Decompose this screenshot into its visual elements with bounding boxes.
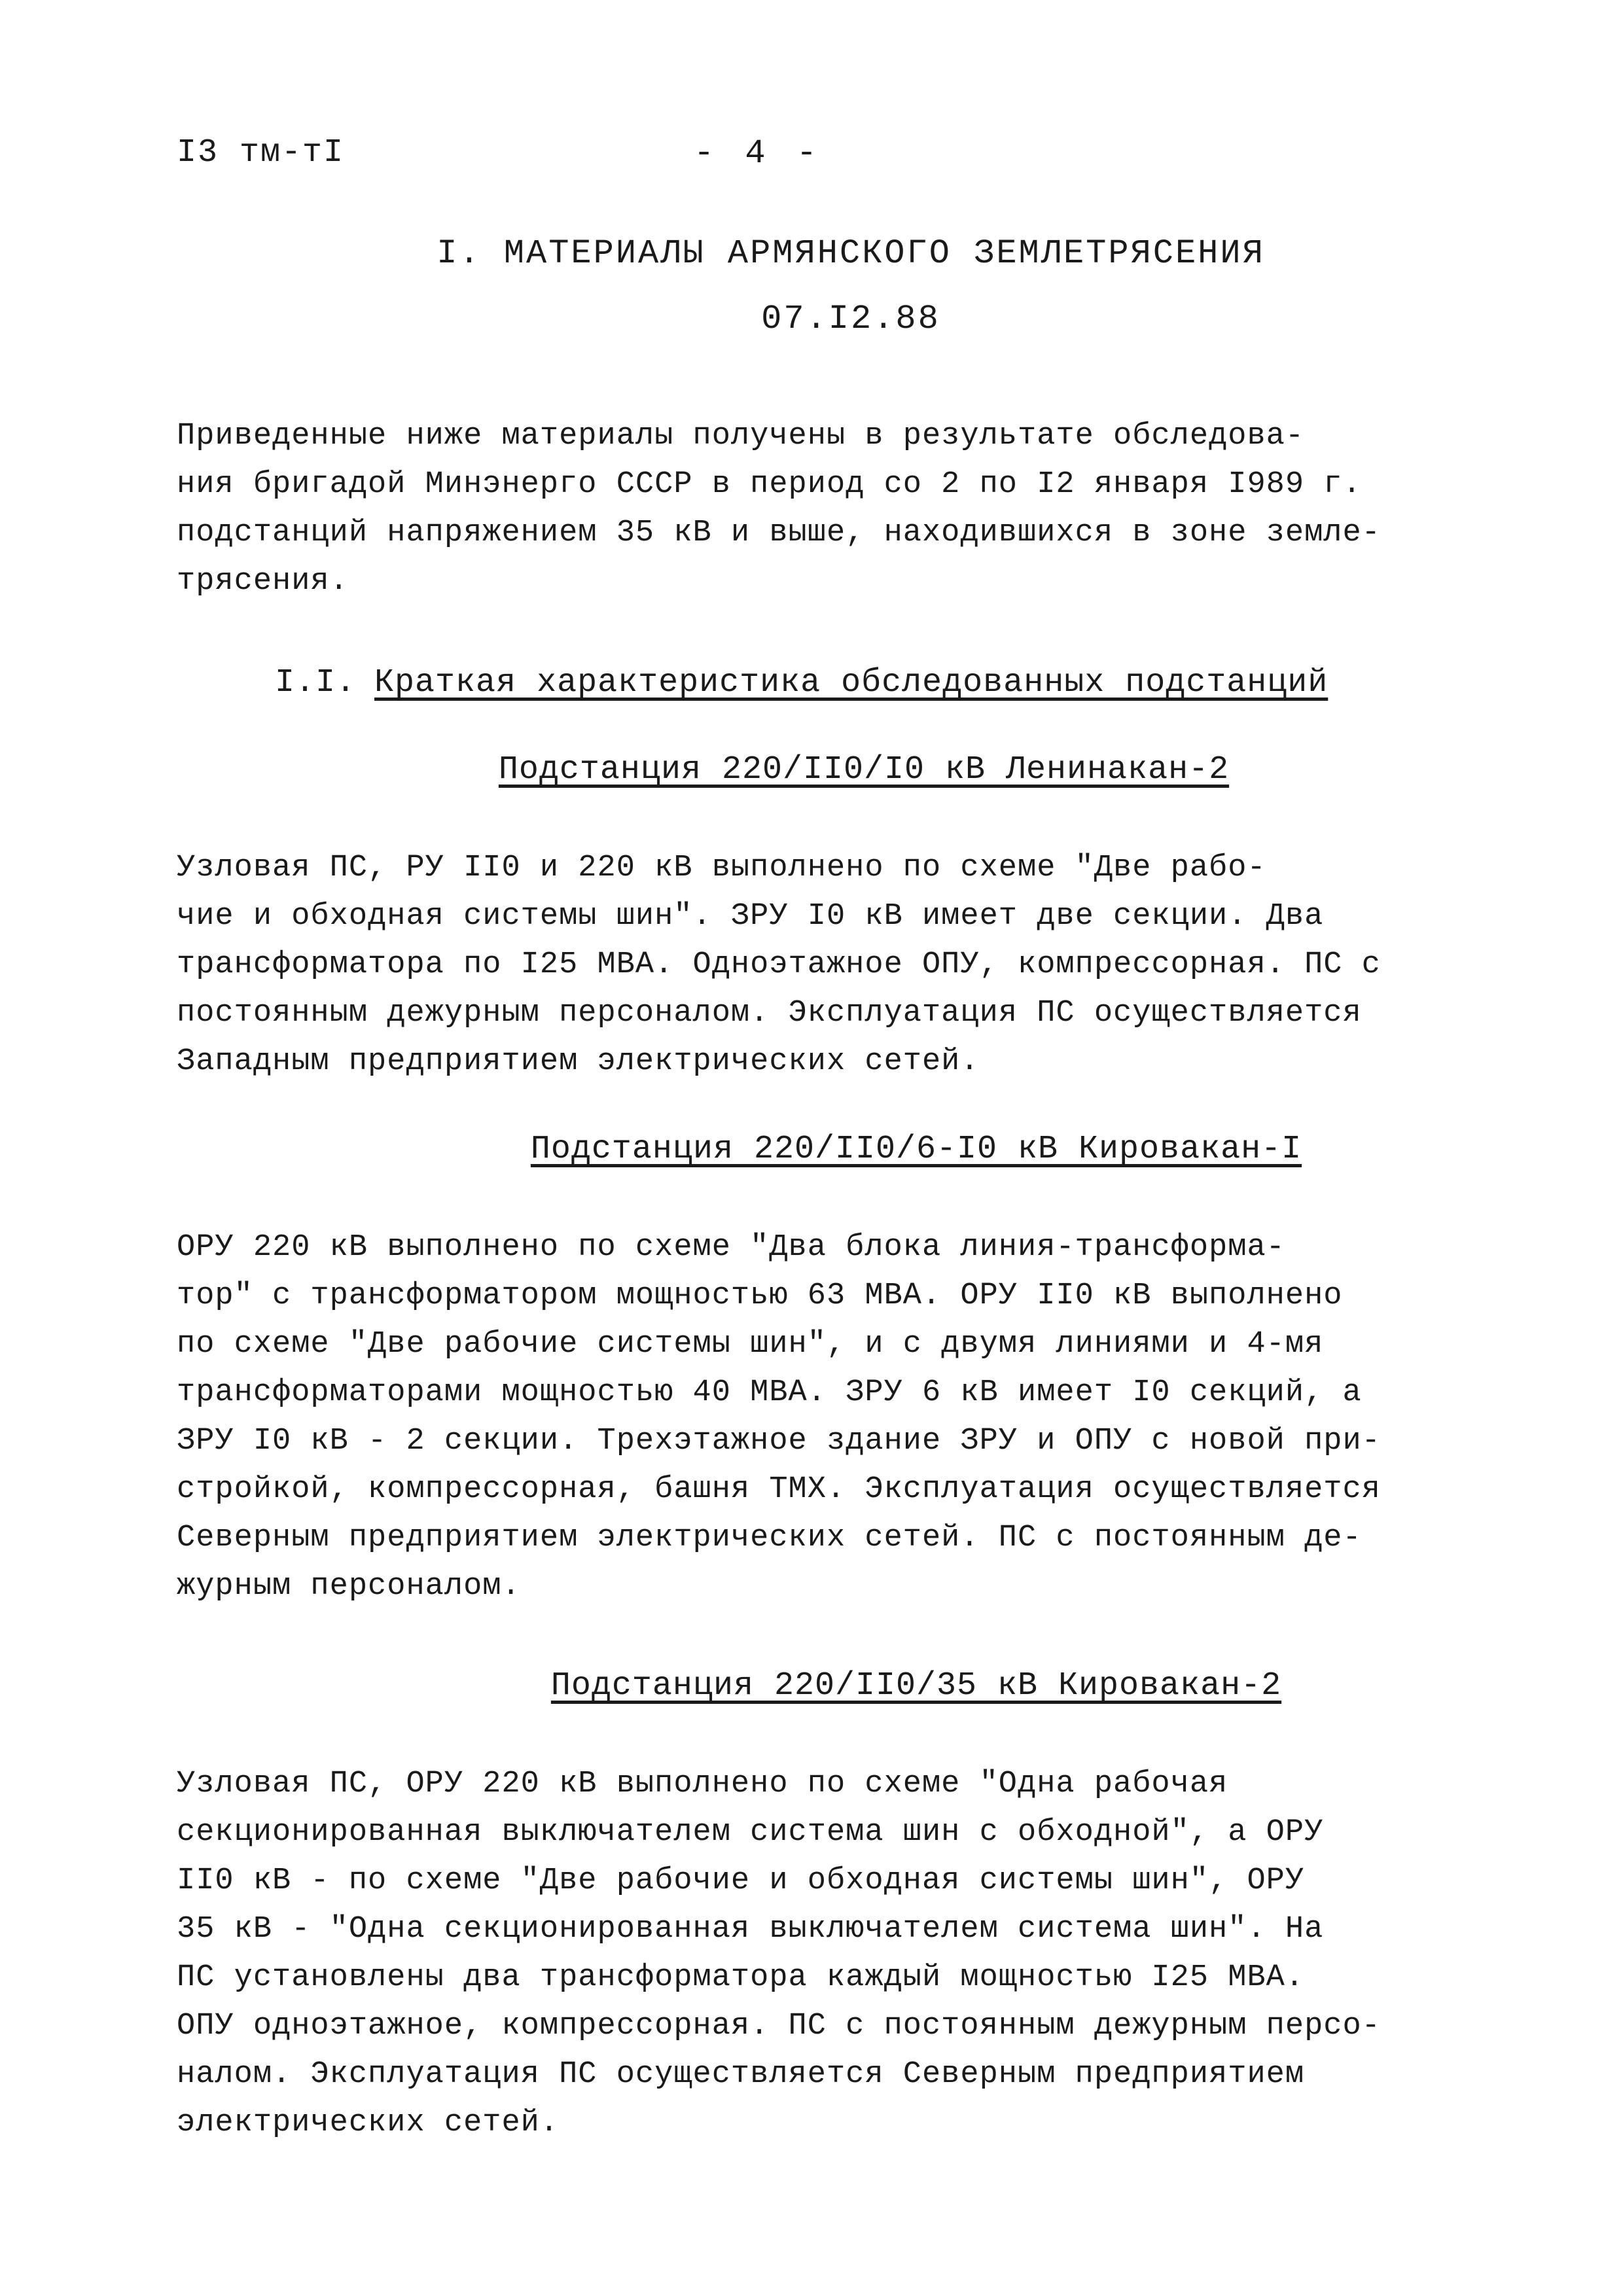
substation-title-leninakan-2: Подстанция 220/II0/I0 кВ Ленинакан-2 — [498, 751, 1230, 788]
substation-description-kirovakan-1: ОРУ 220 кВ выполнено по схеме "Два блока линия-трансформа- тор" с трансформатором мощностью 63 МВА. ОРУ II0 кВ выполнено по схеме "Две рабочие системы шин", и с двумя линиями и 4-мя трансформаторами мощностью 40 МВА. ЗРУ 6 кВ имеет I0 секций, а ЗРУ I0 кВ - 2 секции. Трехэтажное здание ЗРУ и ОПУ с новой при- стройкой, компрессорная, башня ТМХ. Эксплуатация осуществляется Северным предприятием электрических сетей. ПС с постоянным де- журным персоналом. — [177, 1230, 1381, 1604]
document-code: I3 тм-тI — [177, 134, 345, 171]
subsection-number: I.I. — [275, 664, 357, 701]
subsection-heading — [275, 664, 1328, 701]
section-title: I. МАТЕРИАЛЫ АРМЯНСКОГО ЗЕМЛЕТРЯСЕНИЯ — [437, 234, 1265, 273]
section-date: 07.I2.88 — [761, 300, 940, 338]
page-number: - 4 - — [694, 134, 823, 173]
substation-description-leninakan-2: Узловая ПС, РУ II0 и 220 кВ выполнено по схеме "Две рабо- чие и обходная системы шин". ЗРУ I0 кВ имеет две секции. Два трансформатора по I25 МВА. Одноэтажное ОПУ, компрессорная. ПС с постоянным дежурным персоналом. Эксплуатация ПС осуществляется Западным предприятием электрических сетей. — [177, 851, 1381, 1079]
substation-title-kirovakan-1: Подстанция 220/II0/6-I0 кВ Кировакан-I — [530, 1131, 1302, 1168]
subsection-title: Краткая характеристика обследованных подстанций — [374, 664, 1329, 701]
substation-description-kirovakan-2: Узловая ПС, ОРУ 220 кВ выполнено по схеме "Одна рабочая секционированная выключателем система шин с обходной", а ОРУ II0 кВ - по схеме "Две рабочие и обходная системы шин", ОРУ 35 кВ - "Одна секционированная выключателем система шин". На ПС установлены два трансформатора каждый мощностью I25 МВА. ОПУ одноэтажное, компрессорная. ПС с постоянным дежурным персо- налом. Эксплуатация ПС осуществляется Северным предприятием электрических сетей. — [177, 1767, 1381, 2140]
intro-paragraph: Приведенные ниже материалы получены в результате обследова- ния бригадой Минэнерго СССР в период со 2 по I2 января I989 г. подстанций напряжением 35 кВ и выше, находившихся в зоне земле- трясения. — [177, 419, 1381, 599]
substation-title-kirovakan-2: Подстанция 220/II0/35 кВ Кировакан-2 — [550, 1667, 1282, 1704]
